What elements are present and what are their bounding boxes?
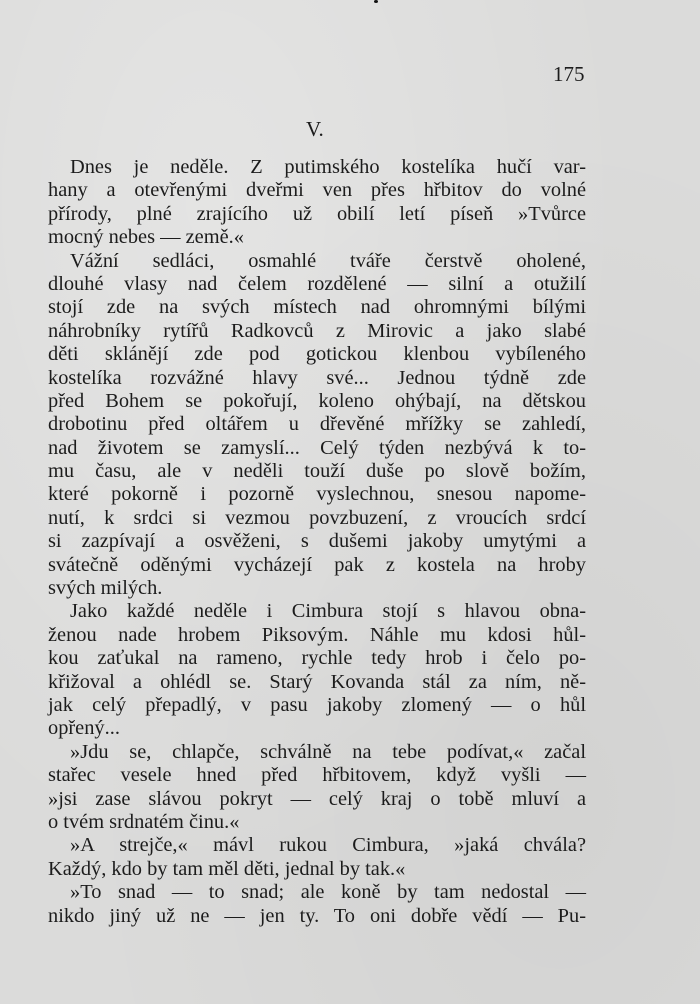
body-text bbox=[48, 156, 586, 928]
text-line: »To snad — to snad; ale koně by tam nedostal — bbox=[70, 881, 586, 904]
text-line: si zazpívají a osvěženi, s dušemi jakoby umytými a bbox=[48, 530, 586, 553]
text-line: »A strejče,« mávl rukou Cimbura, »jaká chvála? bbox=[70, 834, 586, 857]
text-line: kou zaťukal na rameno, rychle tedy hrob i čelo po- bbox=[48, 647, 586, 670]
text-line: drobotinu před oltářem u dřevěné mřížky se zahledí, bbox=[48, 413, 586, 436]
text-line: náhrobníky rytířů Radkovců z Mirovic a jako slabé bbox=[48, 319, 586, 342]
text-line: před Bohem se pokořují, koleno ohýbají, na dětskou bbox=[48, 389, 586, 412]
text-line: nutí, k srdci si vezmou povzbuzení, z vroucích srdcí bbox=[48, 506, 586, 529]
text-line: Dnes je neděle. Z putimského kostelíka hučí var- bbox=[70, 156, 586, 178]
text-line: jak celý přepadlý, v pasu jakoby zlomený — o hůl bbox=[48, 693, 586, 716]
text-line: opřený... bbox=[48, 717, 120, 740]
ink-speck bbox=[374, 0, 378, 3]
text-line: křižoval a ohlédl se. Starý Kovanda stál za ním, ně- bbox=[48, 670, 586, 693]
text-line: kostelíka rozvážné hlavy své... Jednou týdně zde bbox=[48, 366, 586, 389]
text-line: nad životem se zamyslí... Celý týden nezbývá k to- bbox=[48, 436, 586, 459]
text-line: děti sklánějí zde pod gotickou klenbou vybíleného bbox=[48, 343, 586, 366]
text-line: Jako každé neděle i Cimbura stojí s hlavou obna- bbox=[70, 600, 586, 623]
chapter-heading: V. bbox=[306, 117, 324, 141]
text-line: hany a otevřenými dveřmi ven přes hřbitov do volné bbox=[48, 179, 586, 202]
text-line: svých milých. bbox=[48, 577, 163, 600]
text-line: »jsi zase slávou pokryt — celý kraj o tobě mluví a bbox=[48, 787, 586, 810]
text-line: dlouhé vlasy nad čelem rozdělené — silní a otužilí bbox=[48, 272, 586, 295]
text-line: svátečně oděnými vycházejí pak z kostela na hroby bbox=[48, 553, 586, 576]
text-line: přírody, plné zrajícího už obilí letí píseň »Tvůrce bbox=[48, 202, 586, 225]
text-line: Každý, kdo by tam měl děti, jednal by tak.« bbox=[48, 857, 406, 880]
text-line: mu času, ale v neděli touží duše po slově božím, bbox=[48, 460, 586, 483]
text-line: o tvém srdnatém činu.« bbox=[48, 810, 240, 833]
text-line: Vážní sedláci, osmahlé tváře čerstvě oholené, bbox=[70, 249, 586, 272]
text-line: ženou nade hrobem Piksovým. Náhle mu kdosi hůl- bbox=[48, 623, 586, 646]
page-number: 175 bbox=[553, 62, 585, 86]
text-line: které pokorně i pozorně vyslechnou, snesou napome- bbox=[48, 483, 586, 506]
text-line: »Jdu se, chlapče, schválně na tebe podívat,« začal bbox=[70, 740, 586, 763]
text-line: nikdo jiný už ne — jen ty. To oni dobře vědí — Pu- bbox=[48, 904, 586, 927]
text-line: mocný nebes — země.« bbox=[48, 226, 244, 249]
text-line: stojí zde na svých místech nad ohromnými bílými bbox=[48, 296, 586, 319]
text-line: stařec vesele hned před hřbitovem, když vyšli — bbox=[48, 764, 586, 787]
